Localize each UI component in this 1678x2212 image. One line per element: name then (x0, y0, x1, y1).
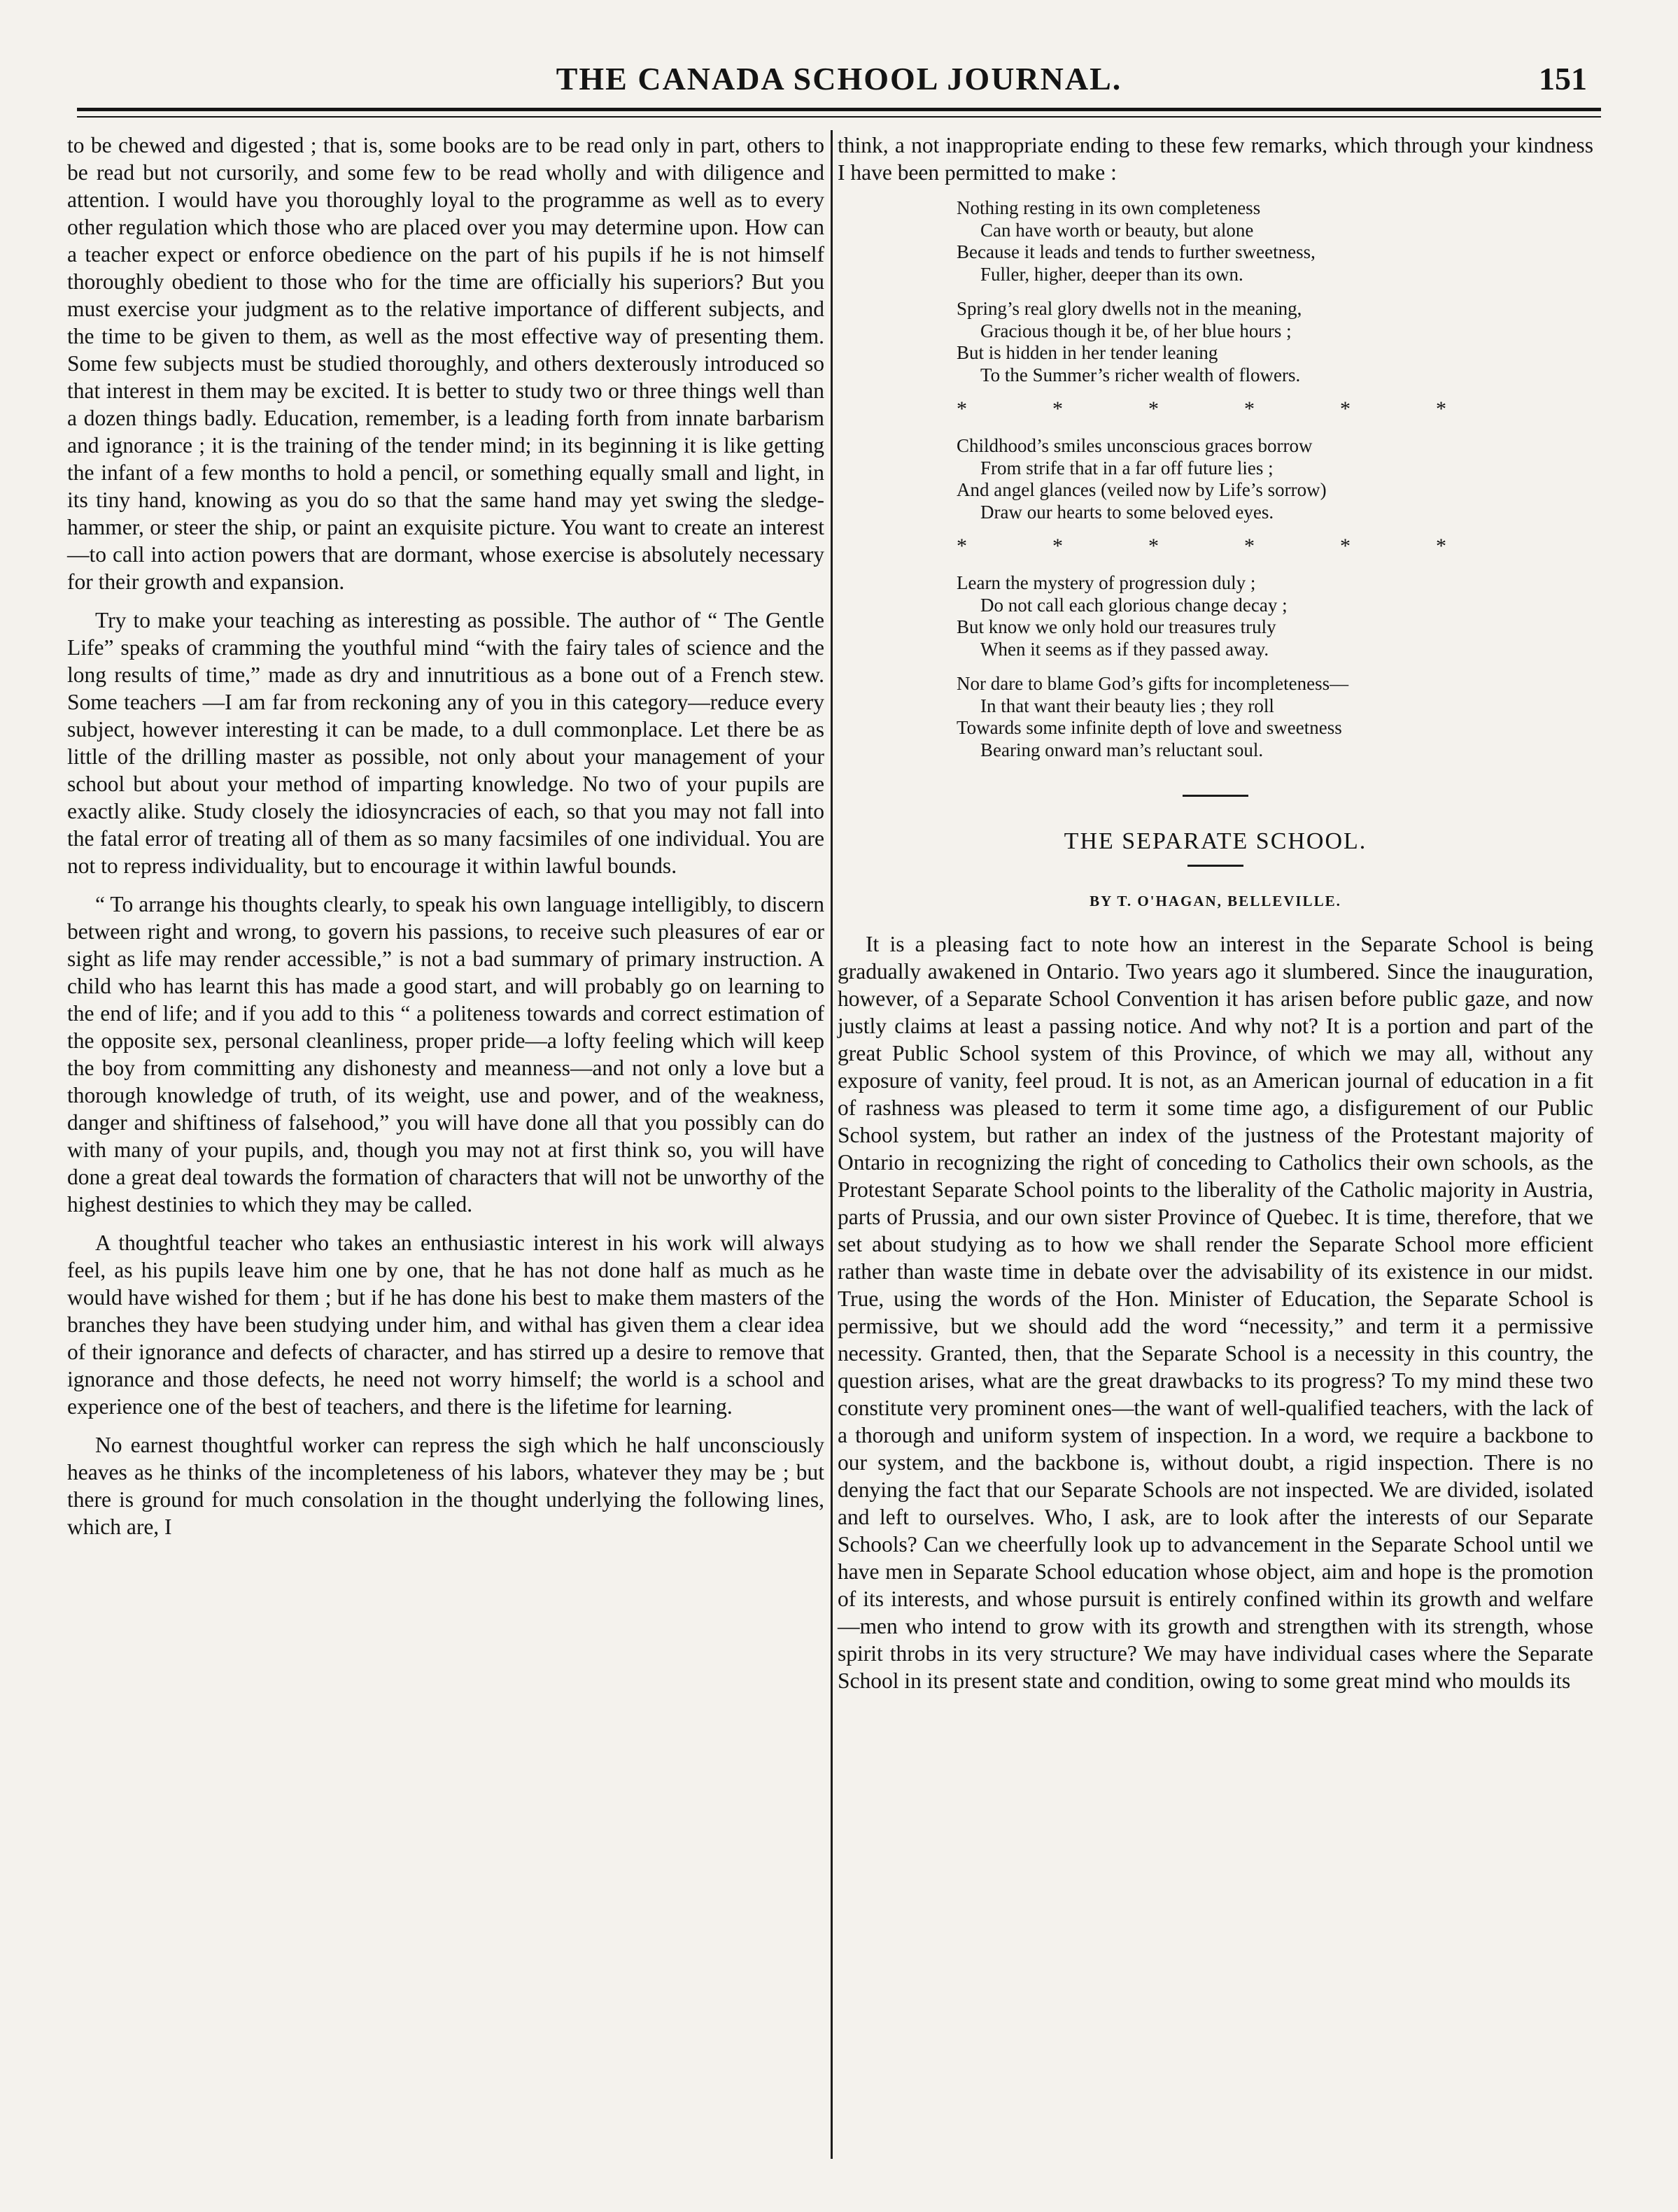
poem-line: To the Summer’s richer wealth of flowers. (980, 364, 1301, 385)
poem-intro: think, a not inappropriate ending to these few remarks, which through your kindness I have been permitted to make : (838, 133, 1593, 185)
poem-line: From strife that in a far off future lies ; (980, 457, 1274, 478)
star-mark: * (1340, 534, 1351, 558)
column-divider (831, 130, 833, 2159)
poem-line: But is hidden in her tender leaning (957, 342, 1218, 363)
poem-stanza (957, 298, 1593, 386)
paragraph: “ To arrange his thoughts clearly, to speak his own language intelligibly, to discern between right and wrong, to govern his passions, to receive such pleasures of ear or sight as life may render accessible,” is not a bad summary of primary instruction. A child who has learnt this has made a good start, and will probably go on learning to the end of life; and if you add to this “ a politeness towards and correct estimation of the opposite sex, personal cleanliness, proper pride—a lofty feeling which will keep the boy from committing any dishonesty and meanness—and not only a love but a thorough knowledge of truth, of its weight, use and power, and of the weakness, danger and shiftiness of falsehood,” you will have done all that you possibly can do with many of your pupils, and, though you may not at first think so, you will have done a great deal towards the formation of characters that will not be unworthy of the highest destinies to which they may be called. (67, 892, 824, 1217)
star-separator (957, 399, 1446, 420)
star-mark: * (1148, 397, 1159, 420)
star-mark: * (1148, 534, 1159, 558)
star-mark: * (957, 397, 967, 420)
poem-line: And angel glances (veiled now by Life’s sorrow) (957, 479, 1327, 500)
poem-line: Can have worth or beauty, but alone (980, 219, 1254, 241)
section-title: THE SEPARATE SCHOOL. (1064, 828, 1367, 854)
paragraph: to be chewed and digested ; that is, some books are to be read only in part, others to be read but not cursorily, and some few to be read wholly and with diligence and attention. I would have you thoroughly loyal to the programme as well as to every other regulation which those who are placed over you may determine upon. How can a teacher expect or enforce obedience on the part of his pupils if he is not himself thoroughly obedient to those who for the time are officially his superiors? But you must exercise your judgment as to the relative importance of different subjects, and the time to be given to them, as well as the most effective way of presenting them. Some few subjects must be studied thoroughly, and others dexterously introduced so that interest in them may be excited. It is better to study two or three things well than a dozen things badly. Education, remember, is a leading forth from innate barbarism and ignorance ; it is the training of the tender mind; in its beginning it is like getting the infant of a few months to hold a pencil, or something equally small and light, in its tiny hand, knowing as you do so that the same hand may yet swing the sledge-hammer, or steer the ship, or paint an exquisite picture. You want to create an interest—to call into action powers that are dormant, whose exercise is absolutely necessary for their growth and expansion. (67, 133, 824, 594)
journal-title: THE CANADA SCHOOL JOURNAL. (556, 61, 1122, 97)
poem-line: Gracious though it be, of her blue hours ; (980, 320, 1292, 341)
poem-stanza (957, 572, 1593, 660)
header-rule-thick (77, 108, 1601, 111)
poem-line: In that want their beauty lies ; they roll (980, 695, 1274, 716)
poem-stanza (957, 197, 1593, 285)
paragraph: A thoughtful teacher who takes an enthusiastic interest in his work will always feel, as his pupils leave him one by one, that he has not done half as much as he would have wished for them ; but if he has done his best to make them masters of the branches they have been studying under him, and withal has given them a clear idea of their ignorance and defects of character, and has stirred up a desire to remove that ignorance and those defects, he need not worry himself; the world is a school and experience one of the best of teachers, and there is the lifetime for learning. (67, 1231, 824, 1419)
right-column (838, 132, 1593, 1706)
byline: BY T. O'HAGAN, BELLEVILLE. (1090, 893, 1341, 909)
title-rule (1187, 865, 1243, 867)
header-rule-thin (77, 116, 1601, 118)
star-mark: * (1340, 397, 1351, 420)
star-separator (957, 536, 1446, 557)
poem-stanza (957, 673, 1593, 761)
star-mark: * (1436, 534, 1446, 558)
poem-line: Spring’s real glory dwells not in the meaning, (957, 298, 1302, 319)
paragraph: Try to make your teaching as interesting as possible. The author of “ The Gentle Life” speaks of cramming the youthful mind “with the fairy tales of science and the long results of time,” made as dry and innutritious as a bone out of a French stew. Some teachers —I am far from reckoning any of you in this category—reduce every subject, however interesting it can be made, to a dull commonplace. Let there be as little of the drilling master as possible, not only about your management of your school but about your method of imparting knowledge. No two of your pupils are exactly alike. Study closely the idiosyncracies of each, so that you may not fall into the fatal error of treating all of them as so many facsimiles of one individual. You are not to repress individuality, but to encourage it within lawful bounds. (67, 608, 824, 878)
poem-line: Nothing resting in its own completeness (957, 197, 1261, 218)
star-mark: * (1436, 397, 1446, 420)
page-header (77, 60, 1601, 102)
section-separator (1184, 795, 1247, 797)
article-paragraph: It is a pleasing fact to note how an interest in the Separate School is being gradually awakened in Ontario. Two years ago it slumbered. Since the inauguration, however, of a Separate School Convention it has arisen before public gaze, and now justly claims at least a passing notice. And why not? It is a portion and part of the great Public School system of this Province, of which we may all, without any exposure of vanity, feel proud. It is not, as an American journal of education in a fit of rashness was pleased to term it some time ago, a disfigurement of our Public School system, but rather an index of the justness of the Protestant majority of Ontario in recognizing the right of conceding to Catholics their own schools, as the Protestant Separate School points to the liberality of the Catholic majority in Austria, parts of Prussia, and our own sister Province of Quebec. It is time, therefore, that we set about studying as to how we shall render the Separate School more efficient rather than waste time in debate over the advisability of its existence in our midst. True, using the words of the Hon. Minister of Education, the Separate School is permissive, but we should add the word “necessity,” and term it a permissive necessity. Granted, then, that the Separate School is a necessity in this country, the question arises, what are the great drawbacks to its progress? To my mind these two constitute very prominent ones—the want of well-qualified teachers, with the lack of a thorough and uniform system of inspection. In a word, we require a backbone to our system, and the backbone is, without doubt, a rigid inspection. There is no denying the fact that our Separate Schools are not inspected. We are divided, isolated and left to ourselves. Who, I ask, are to look after the interests of our Separate Schools? Can we cheerfully look up to advancement in the Separate School until we have men in Separate School education whose object, aim and hope is the promotion of its interests, and whose pursuit is entirely confined within its growth and welfare—men who intend to grow with its growth and strengthen with its strength, whose spirit throbs in its very structure? We may have individual cases where the Separate School in its present state and condition, owing to some great mind who moulds its (838, 932, 1593, 1693)
poem-line: Childhood’s smiles unconscious graces borrow (957, 435, 1313, 456)
poem-line: When it seems as if they passed away. (980, 638, 1269, 660)
poem-line: Because it leads and tends to further sweetness, (957, 241, 1316, 262)
star-mark: * (957, 534, 967, 558)
poem-stanza (957, 435, 1593, 523)
page-number: 151 (1539, 61, 1587, 97)
poem-line: Draw our hearts to some beloved eyes. (980, 501, 1274, 523)
star-mark: * (1244, 534, 1255, 558)
poem-line: Nor dare to blame God’s gifts for incompleteness— (957, 673, 1349, 694)
poem-line: Do not call each glorious change decay ; (980, 594, 1288, 616)
star-mark: * (1244, 397, 1255, 420)
poem-line: Fuller, higher, deeper than its own. (980, 263, 1243, 285)
poem-line: Learn the mystery of progression duly ; (957, 572, 1256, 593)
star-mark: * (1052, 534, 1063, 558)
poem-line: Towards some infinite depth of love and sweetness (957, 717, 1342, 738)
poem-line: Bearing onward man’s reluctant soul. (980, 739, 1264, 760)
star-mark: * (1052, 397, 1063, 420)
paragraph: No earnest thoughtful worker can repress the sigh which he half unconsciously heaves as he thinks of the incompleteness of his labors, whatever they may be ; but there is ground for much consolation in the thought underlying the following lines, which are, I (67, 1433, 824, 1539)
poem (957, 197, 1593, 761)
left-column (67, 132, 824, 1552)
poem-line: But know we only hold our treasures truly (957, 616, 1276, 637)
